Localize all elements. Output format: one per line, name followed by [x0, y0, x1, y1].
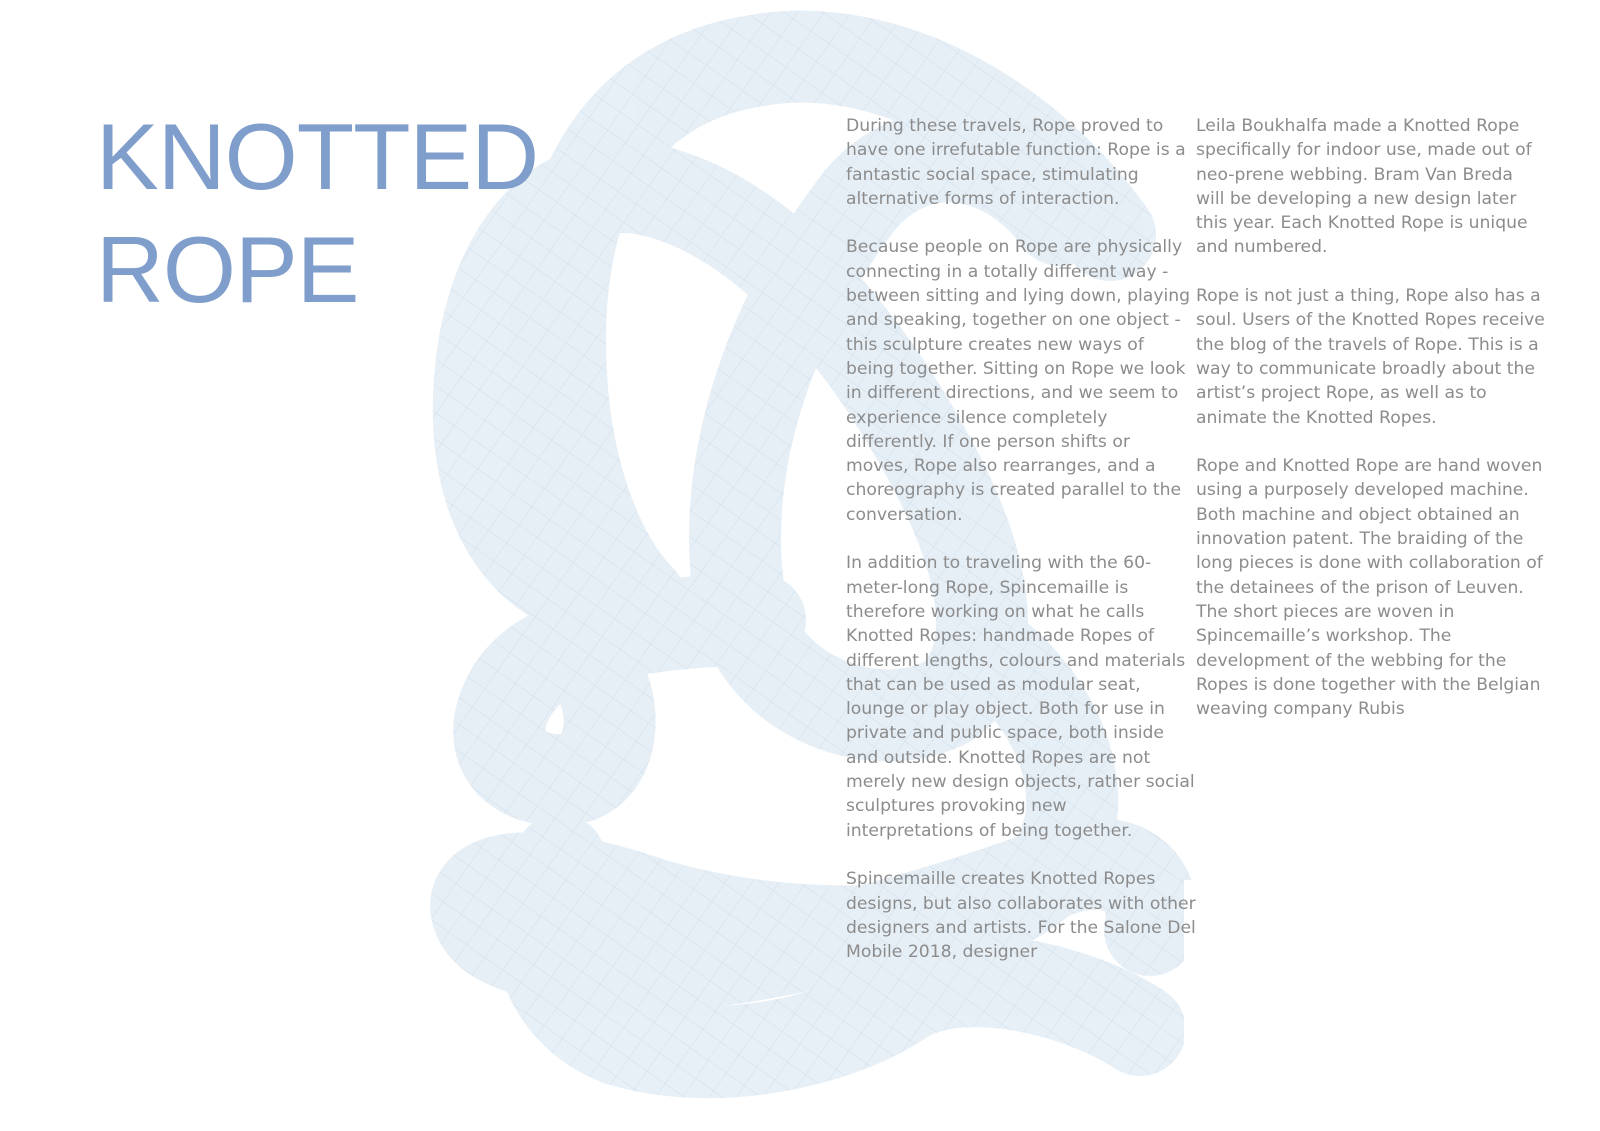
page-title-line-2: ROPE [96, 217, 359, 322]
paragraph: Rope and Knotted Rope are hand woven using a purposely developed machine. Both machine and object obtained an innovation patent. The braiding of the long pieces is done with collaboration of the detainees of the prison of Leuven. The short pieces are woven in Spincemaille’s workshop. The development of the webbing for the Ropes is done together with the Belgian weaving company Rubis [1196, 456, 1543, 720]
paragraph: Leila Boukhalfa made a Knotted Rope specifically for indoor use, made out of neo-prene webbing. Bram Van Breda will be developing a new design later this year. Each Knotted Rope is unique and numbered. [1196, 116, 1532, 258]
page-title [96, 100, 538, 326]
paragraph: During these travels, Rope proved to have one irrefutable function: Rope is a fantastic social space, stimulating alternative forms of interaction. [846, 116, 1186, 209]
text-column-right [1196, 114, 1546, 746]
paragraph: Spincemaille creates Knotted Ropes designs, but also collaborates with other designers and artists. For the Salone Del Mobile 2018, designer [846, 869, 1196, 963]
rope-left-loop [499, 620, 760, 780]
paragraph: Rope is not just a thing, Rope also has a soul. Users of the Knotted Ropes receive the blog of the travels of Rope. This is a way to communicate broadly about the artist’s project Rope, as well as to animate the Knotted Ropes. [1196, 286, 1545, 428]
text-column-left [846, 114, 1196, 989]
page-title-line-1: KNOTTED [96, 104, 539, 209]
paragraph: In addition to traveling with the 60-meter-long Rope, Spincemaille is therefore working on what he calls Knotted Ropes: handmade Ropes of different lengths, colours and materials that can be used as modular seat, lounge or play object. Both for use in private and public space, both inside and outside. Knotted Ropes are not merely new design objects, rather social sculptures provoking new interpretations of being together. [846, 553, 1195, 841]
paragraph: Because people on Rope are physically connecting in a totally different way - between sitting and lying down, playing and speaking, together on one object - this sculpture creates new ways of being together. Sitting on Rope we look in different directions, and we seem to experience silence completely differently. If one person shifts or moves, Rope also rearranges, and a choreography is created parallel to the conversation. [846, 237, 1191, 525]
